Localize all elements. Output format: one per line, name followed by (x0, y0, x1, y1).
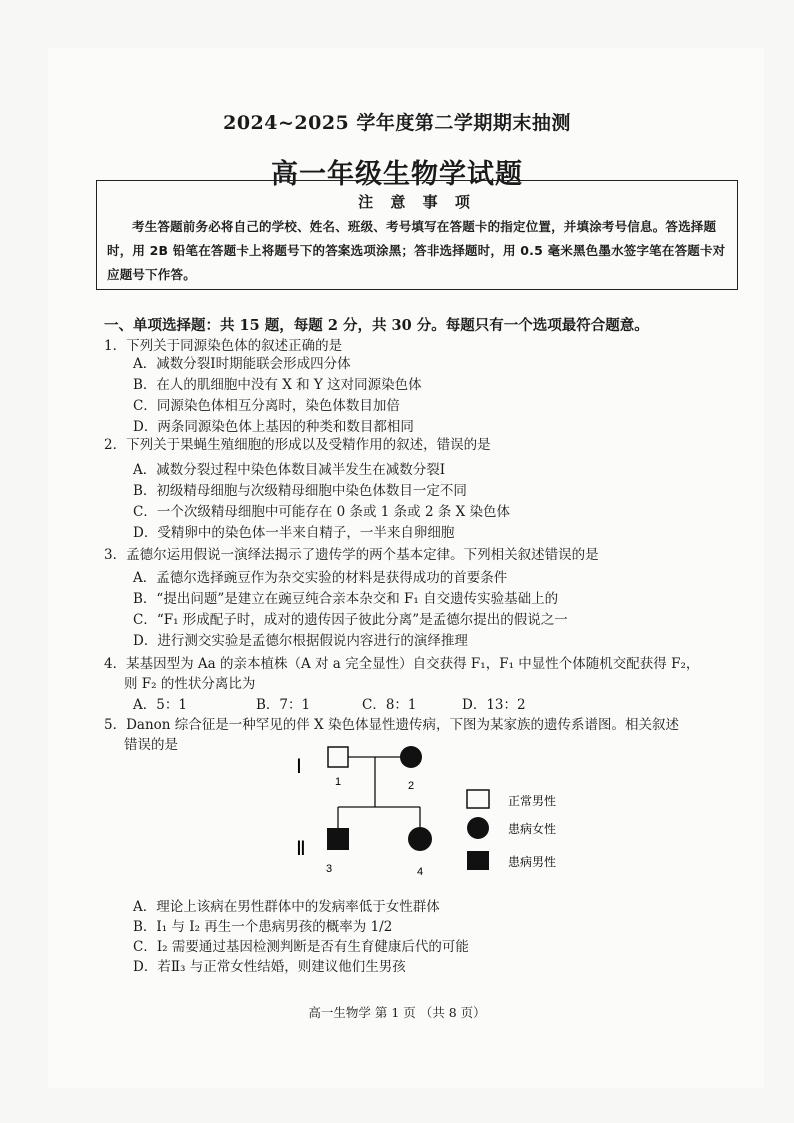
question-5-option-c: C．I₂ 需要通过基因检测判断是否有生育健康后代的可能 (133, 939, 469, 955)
notice-box (96, 180, 738, 290)
legend-normal-male-symbol (467, 790, 489, 808)
question-5-stem: 5．Danon 综合征是一种罕见的伴 X 染色体显性遗传病，下图为某家族的遗传系谱图。相关叙述 (104, 717, 679, 733)
pedigree-diagram (280, 735, 580, 885)
id-II3: 3 (325, 863, 333, 875)
question-1-option-a: A．减数分裂Ⅰ时期能联会形成四分体 (133, 356, 351, 372)
question-2-option-b: B．初级精母细胞与次级精母细胞中染色体数目一定不同 (133, 483, 467, 499)
question-5-option-b: B．I₁ 与 I₂ 再生一个患病男孩的概率为 1/2 (133, 919, 393, 935)
generation-1-label: Ⅰ (296, 756, 302, 778)
question-3-option-b: B．“提出问题”是建立在豌豆纯合亲本杂交和 F₁ 自交遗传实验基础上的 (133, 591, 559, 607)
question-4-option-d: D．13：2 (462, 697, 526, 713)
individual-I1-normal-male (328, 747, 348, 767)
question-1-option-b: B．在人的肌细胞中没有 X 和 Y 这对同源染色体 (133, 377, 422, 393)
question-2-option-c: C．一个次级精母细胞中可能存在 0 条或 1 条或 2 条 X 染色体 (133, 504, 511, 520)
question-2-option-d: D．受精卵中的染色体一半来自精子，一半来自卵细胞 (133, 525, 455, 541)
individual-II4-affected-female (408, 827, 432, 851)
legend-affected-female-symbol (467, 817, 489, 839)
legend-affected-female-label: 患病女性 (508, 822, 557, 836)
exam-title: 2024~2025 学年度第二学期期末抽测 (223, 112, 571, 134)
question-5-option-d: D．若Ⅱ₃ 与正常女性结婚，则建议他们生男孩 (133, 959, 406, 975)
generation-2-label: Ⅱ (296, 838, 306, 860)
question-3-stem: 3．孟德尔运用假说一演绎法揭示了遗传学的两个基本定律。下列相关叙述错误的是 (104, 547, 599, 563)
individual-II3-affected-male (327, 828, 349, 850)
question-5-option-a: A．理论上该病在男性群体中的发病率低于女性群体 (133, 899, 440, 915)
legend-affected-male-symbol (467, 851, 489, 870)
page-footer: 高一生物学 第 1 页 （共 8 页） (308, 1005, 486, 1020)
question-4-stem-cont: 则 F₂ 的性状分离比为 (124, 676, 256, 692)
section-heading: 一、单项选择题：共 15 题，每题 2 分，共 30 分。每题只有一个选项最符合题意。 (104, 317, 649, 334)
legend-affected-male-label: 患病男性 (508, 855, 557, 869)
question-3-option-a: A．孟德尔选择豌豆作为杂交实验的材料是获得成功的首要条件 (133, 570, 508, 586)
question-4-option-b: B．7：1 (256, 697, 311, 713)
question-3-option-c: C．“F₁ 形成配子时，成对的遗传因子彼此分离”是孟德尔提出的假说之一 (133, 612, 568, 628)
question-4-option-c: C．8：1 (362, 697, 417, 713)
question-1-stem: 1．下列关于同源染色体的叙述正确的是 (104, 338, 343, 354)
notice-text: 考生答题前务必将自己的学校、姓名、班级、考号填写在答题卡的指定位置，并填涂考号信息。答选择题时，用 2B 铅笔在答题卡上将题号下的答案选项涂黑；答非选择题时，用 0.5 毫米黑色墨水签字笔在答题卡对应题号下作答。 (107, 219, 726, 282)
question-3-option-d: D．进行测交实验是孟德尔根据假说内容进行的演绎推理 (133, 633, 468, 649)
notice-heading: 注 意 事 项 (358, 193, 476, 211)
question-4-option-a: A．5：1 (133, 697, 187, 713)
question-2-option-a: A．减数分裂过程中染色体数目减半发生在减数分裂Ⅰ (133, 462, 446, 478)
question-1-option-d: D．两条同源染色体上基因的种类和数目都相同 (133, 419, 414, 435)
id-I2: 2 (407, 780, 415, 792)
question-4-stem: 4．某基因型为 Aa 的亲本植株（A 对 a 完全显性）自交获得 F₁，F₁ 中显性个体随机交配获得 F₂， (104, 656, 700, 672)
question-5-stem-cont: 错误的是 (124, 737, 178, 753)
legend-normal-male-label: 正常男性 (508, 794, 557, 808)
subject-title: 高一年级生物学试题 (271, 159, 523, 190)
question-2-stem: 2．下列关于果蝇生殖细胞的形成以及受精作用的叙述，错误的是 (104, 437, 491, 453)
question-1-option-c: C．同源染色体相互分离时，染色体数目加倍 (133, 398, 400, 414)
id-I1: 1 (334, 776, 342, 788)
individual-I2-affected-female (400, 746, 422, 768)
id-II4: 4 (416, 866, 424, 878)
